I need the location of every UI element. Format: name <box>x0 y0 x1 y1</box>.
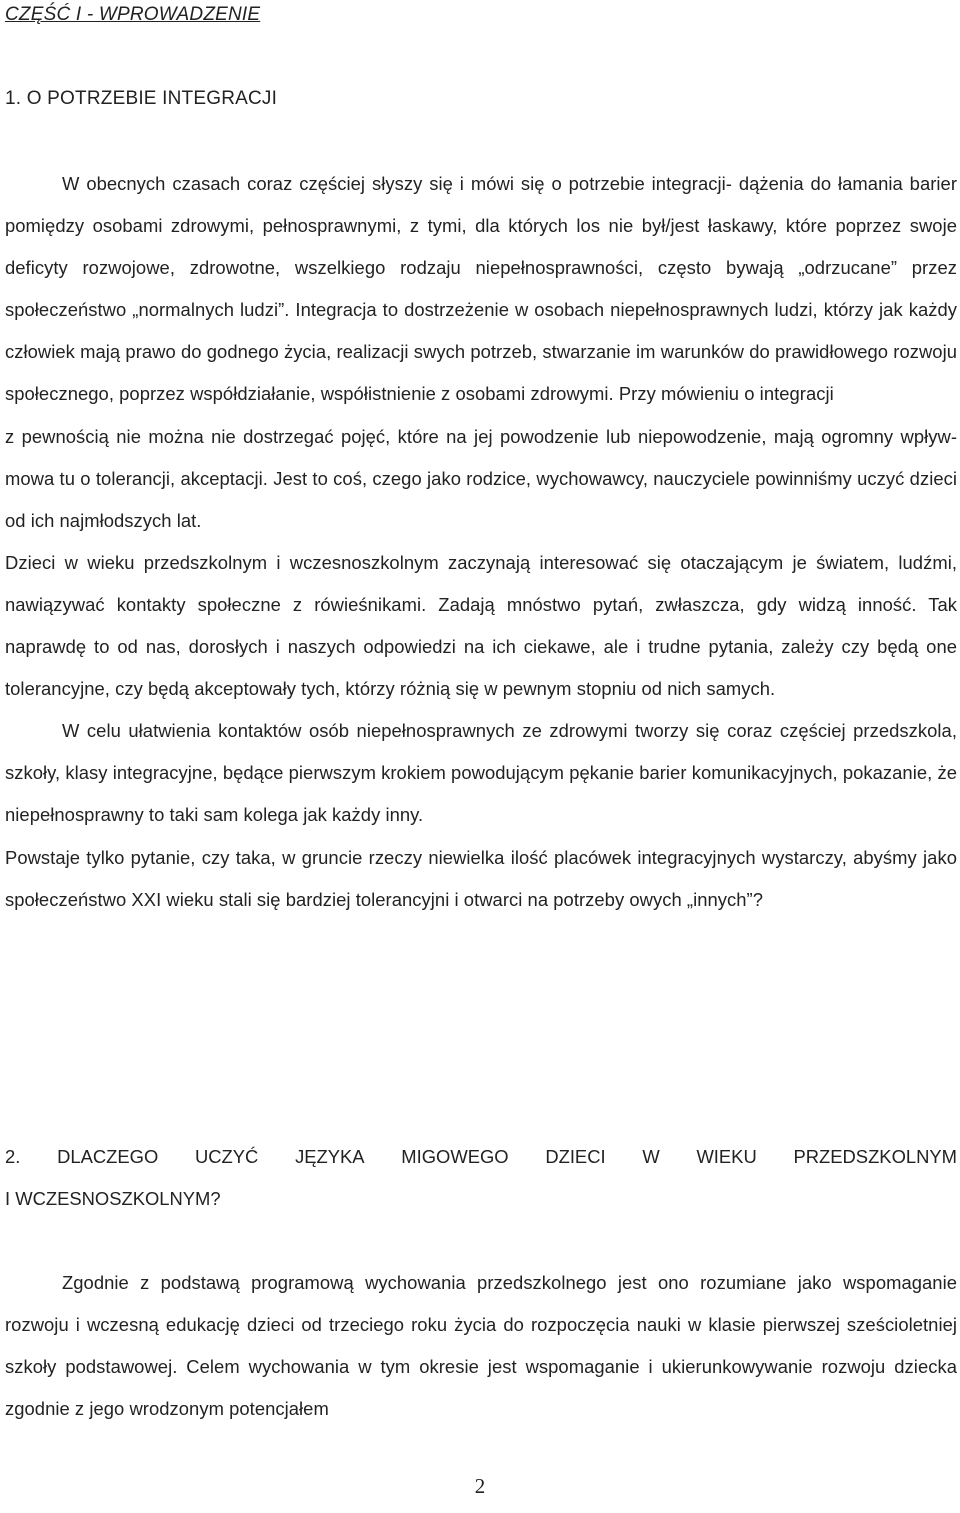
paragraph: Powstaje tylko pytanie, czy taka, w gruncie rzeczy niewielka ilość placówek integracyjnych wystarczy, abyśmy jako społeczeństwo XXI wieku stali się bardziej tolerancyjni i otwarci na potrzeby owych „innych”? <box>5 846 957 910</box>
part-title: CZĘŚĆ I - WPROWADZENIE <box>5 4 261 25</box>
title-word: DLACZEGO <box>57 1146 159 1167</box>
paragraph: Zgodnie z podstawą programową wychowania przedszkolnego jest ono rozumiane jako wspomaganie rozwoju i wczesną edukację dzieci od trzeciego roku życia do rozpoczęcia nauki w klasie pierwszej sześcioletniej szkoły podstawowej. Celem wychowania w tym okresie jest wspomaganie i ukierunkowywanie rozwoju dziecka zgodnie z jego wrodzonym potencjałem <box>5 1272 957 1420</box>
title-word: DZIECI <box>545 1146 606 1167</box>
section-2-title <box>5 1136 957 1220</box>
section-1-title: 1. O POTRZEBIE INTEGRACJI <box>5 88 278 109</box>
paragraph: z pewnością nie można nie dostrzegać pojęć, które na jej powodzenie lub niepowodzenie, mają ogromny wpływ- mowa tu o tolerancji, akceptacji. Jest to coś, czego jako rodzice, wychowawcy, nauczyciele powinniśmy uczyć dzieci od ich najmłodszych lat. <box>5 425 957 531</box>
title-word: WIEKU <box>696 1146 757 1167</box>
paragraph: W obecnych czasach coraz częściej słyszy się i mówi się o potrzebie integracji- dążenia do łamania barier pomiędzy osobami zdrowymi, pełnosprawnymi, z tymi, dla których los nie był/jest łaskawy, które poprzez swoje deficyty rozwojowe, zdrowotne, wszelkiego rodzaju niepełnosprawności, często bywają „odrzucane” przez społeczeństwo „normalnych ludzi”. Integracja to dostrzeżenie w osobach niepełnosprawnych ludzi, którzy jak każdy człowiek mają prawo do godnego życia, realizacji swych potrzeb, stwarzanie im warunków do prawidłowego rozwoju społecznego, poprzez współdziałanie, współistnienie z osobami zdrowymi. Przy mówieniu o integracji <box>5 173 957 405</box>
page-number: 2 <box>474 1474 486 1498</box>
title-word: 2. <box>5 1146 21 1167</box>
title-word: PRZEDSZKOLNYM <box>793 1146 957 1167</box>
paragraph: W celu ułatwienia kontaktów osób niepełnosprawnych ze zdrowymi tworzy się coraz częściej przedszkola, szkoły, klasy integracyjne, będące pierwszym krokiem powodującym pękanie barier komunikacyjnych, pokazanie, że niepełnosprawny to taki sam kolega jak każdy inny. <box>5 720 957 826</box>
paragraph: Dzieci w wieku przedszkolnym i wczesnoszkolnym zaczynają interesować się otaczającym je światem, ludźmi, nawiązywać kontakty społeczne z rówieśnikami. Zadają mnóstwo pytań, zwłaszcza, gdy widzą inność. Tak naprawdę to od nas, dorosłych i naszych odpowiedzi na ich ciekawe, ale i trudne pytania, zależy czy będą one tolerancyjne, czy będą akceptowały tych, którzy różnią się w pewnym stopniu od nich samych. <box>5 551 957 700</box>
title-word: UCZYĆ <box>194 1146 259 1167</box>
section-2-title-line-1 <box>5 1136 957 1178</box>
section-2-body <box>5 1262 957 1430</box>
title-word: MIGOWEGO <box>401 1146 509 1167</box>
title-word: W <box>642 1146 660 1167</box>
title-word: JĘZYKA <box>295 1146 365 1167</box>
section-2-title-line-2: I WCZESNOSZKOLNYM? <box>5 1188 221 1210</box>
section-1-body <box>5 163 957 921</box>
